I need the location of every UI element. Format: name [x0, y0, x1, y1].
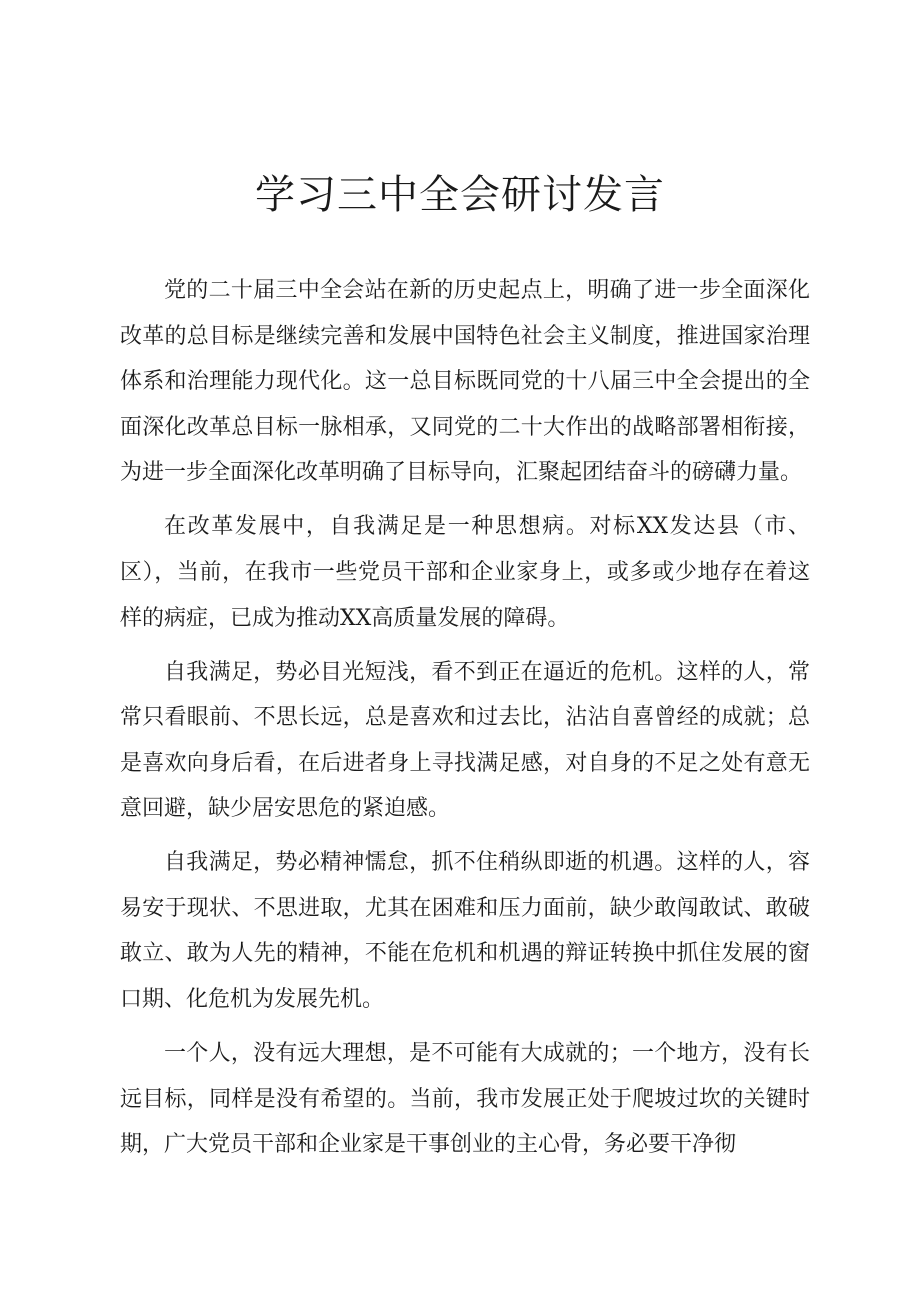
paragraph: 自我满足，势必目光短浅，看不到正在逼近的危机。这样的人，常常只看眼前、不思长远，总是喜欢和过去比，沾沾自喜曾经的成就；总是喜欢向身后看，在后进者身上寻找满足感，对自身的不足之处有意无意回避，缺少居安思危的紧迫感。 [120, 659, 810, 822]
paragraph: 一个人，没有远大理想，是不可能有大成就的；一个地方，没有长远目标，同样是没有希望的。当前，我市发展正处于爬坡过坎的关键时期，广大党员干部和企业家是干事创业的主心骨，务必要干净彻 [120, 1041, 810, 1158]
document-body [120, 268, 810, 1176]
document-title: 学习三中全会研讨发言 [255, 172, 665, 218]
paragraph: 党的二十届三中全会站在新的历史起点上，明确了进一步全面深化改革的总目标是继续完善和发展中国特色社会主义制度，推进国家治理体系和治理能力现代化。这一总目标既同党的十八届三中全会提出的全面深化改革总目标一脉相承，又同党的二十大作出的战略部署相衔接，为进一步全面深化改革明确了目标导向，汇聚起团结奋斗的磅礴力量。 [120, 278, 810, 486]
paragraph: 自我满足，势必精神懦怠，抓不住稍纵即逝的机遇。这样的人，容易安于现状、不思进取，尤其在困难和压力面前，缺少敢闯敢试、敢破敢立、敢为人先的精神，不能在危机和机遇的辩证转换中抓住发展的窗口期、化危机为发展先机。 [120, 850, 810, 1013]
paragraph: 在改革发展中，自我满足是一种思想病。对标XX发达县（市、区），当前，在我市一些党员干部和企业家身上，或多或少地存在着这样的病症，已成为推动XX高质量发展的障碍。 [120, 514, 810, 631]
